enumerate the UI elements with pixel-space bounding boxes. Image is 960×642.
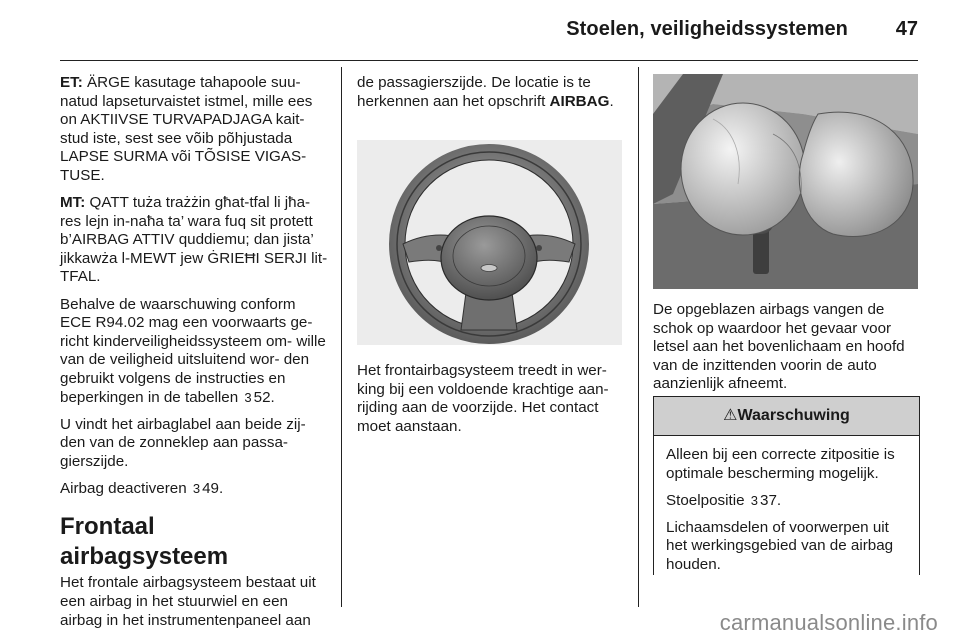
paragraph-text: Stoelpositie [666, 491, 745, 509]
warning-paragraph: Alleen bij een correcte zitpositie is optimale bescherming mogelijk. [666, 446, 895, 482]
steering-wheel-image [357, 140, 622, 345]
warning-paragraph [666, 492, 913, 511]
warning-box [653, 396, 920, 575]
page-reference[interactable]: 49. [202, 479, 224, 497]
warning-title: Waarschuwing [737, 407, 850, 424]
paragraph-text: QATT tuża trażżin għat-tfal li jħa- res lejn in-naħa ta’ wara fuq sit protett b’AIRBAG ATTIV quddiemu; dan jista’ jikkawża l-MEWT jew ĠRIEĦI SERJI lit-TFAL. [60, 194, 328, 286]
page-reference-icon: 3 [192, 480, 201, 496]
language-label-mt: MT: [60, 194, 86, 212]
paragraph-text: de passagierszijde. De locatie is te herkennen aan het opschrift [357, 74, 591, 110]
watermark: carmanualsonline.info [719, 610, 938, 635]
paragraph-text: Behalve de waarschuwing conform ECE R94.02 mag een voorwaarts ge- richt kinderveiligheidssysteem om- wille van de veiligheid uitsluitend wor- den gebruikt volgens de instructies en beperkingen in de tabellen [60, 295, 326, 406]
warning-paragraph: Lichaamsdelen of voorwerpen uit het werkingsgebied van de airbag houden. [666, 518, 894, 573]
steering-wheel-illustration [357, 140, 622, 345]
inflated-airbags-image [653, 74, 918, 289]
column-2 [357, 74, 625, 120]
paragraph-activation: Het frontairbagsysteem treedt in wer- king bij een voldoende krachtige aan- rijding aan de voorzijde. Het contact moet aanstaan. [357, 362, 609, 435]
paragraph-et-warning [60, 74, 328, 186]
paragraph-airbag-protection: De opgeblazen airbags vangen de schok op waardoor het gevaar voor letsel aan het bovenlichaam en hoofd van de inzittenden voorin de auto aanzienlijk afneemt. [653, 301, 905, 393]
page-reference-icon: 3 [750, 492, 758, 508]
paragraph-text: ÄRGE kasutage tahapoole suu- natud lapseturvaistet istmel, mille ees on AKTIIVSE TURVAPADJAGA kait- stud iste, sest see võib põhjustada LAPSE SURMA või TÕSISE VIGAS- TUSE. [60, 74, 313, 184]
page-reference-icon: 3 [244, 389, 252, 405]
column-3 [653, 301, 921, 402]
airbag-illustration [653, 74, 918, 289]
language-label-et: ET: [60, 74, 83, 91]
paragraph-airbag-label: U vindt het airbaglabel aan beide zij- den van de zonneklep aan passa- gierszijde. [60, 415, 306, 470]
paragraph-text: Airbag deactiveren [60, 479, 187, 497]
page-reference[interactable]: 37. [760, 491, 782, 509]
page-header [60, 0, 918, 61]
warning-header [654, 397, 919, 436]
warning-triangle-icon: ⚠ [723, 407, 738, 424]
airbag-label-text: AIRBAG [549, 92, 610, 110]
section-title: Stoelen, veiligheidssystemen [566, 18, 848, 40]
page-reference[interactable]: 52. [253, 388, 275, 406]
paragraph-mt-warning [60, 194, 328, 287]
column-divider-2 [638, 67, 639, 607]
section-heading: Frontaal airbagsysteem [60, 513, 229, 571]
paragraph-ece-warning [60, 296, 328, 408]
page-number: 47 [895, 18, 918, 40]
paragraph-text: . [609, 92, 614, 110]
column-divider-1 [341, 67, 342, 607]
warning-body [654, 436, 919, 575]
column-2-lower [357, 362, 625, 445]
paragraph-frontal-airbag: Het frontale airbagsysteem bestaat uit een airbag in het stuurwiel en een airbag in het instrumentenpaneel aan [60, 574, 316, 629]
paragraph-location [357, 74, 625, 111]
paragraph-deactivate [60, 480, 328, 499]
column-1 [60, 74, 328, 639]
